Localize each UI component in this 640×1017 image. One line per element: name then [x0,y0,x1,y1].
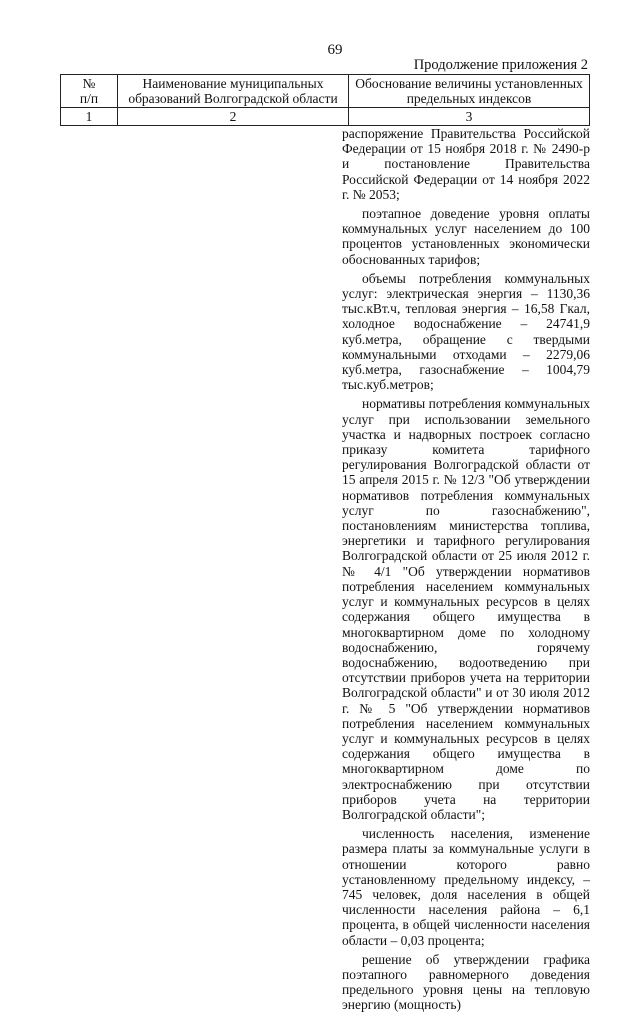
paragraph: объемы потребления коммунальных услуг: электрическая энергия – 1130,36 тыс.кВт.ч, тепловая энергия – 16,58 Гкал, холодное водоснабжение – 24741,9 куб.метра, обращение с твердыми коммунальными отходами – 2279,06 куб.метра, газоснабжение – 1004,79 тыс.куб.метров; [342,270,590,393]
page-number: 69 [327,42,343,58]
paragraph: решение об утверждении графика поэтапного равномерного доведения предельного уровня цены на тепловую энергию (мощность) [342,951,590,1013]
header-col-number-label: № п/п [79,76,99,106]
paragraph: численность населения, изменение размера платы за коммунальные услуги в отношении которого равно установленному предельному индексу, – 745 человек, доля населения в общей численности населения района – 6,1 процента, в общей численности населения области – 0,03 процента; [342,826,590,948]
justification-text [342,126,590,1017]
appendix-continuation-note: Продолжение приложения 2 [413,57,588,73]
paragraph: нормативы потребления коммунальных услуг при использовании земельного участка и надворных построек согласно приказу комитета тарифного регулирования Волгоградской области от 15 апреля 2015 г. № 12/3 "Об утверждении нормативов потребления коммунальных услуг по газоснабжению", постановлениям министерства топлива, энергетики и тарифного регулирования Волгоградской области от 25 июля 2012 г. № 4/1 "Об утверждении нормативов потребления населением коммунальных услуг и коммунальных ресурсов в целях содержания общего имущества в многоквартирном доме по холодному водоснабжению, горячему водоснабжению, водоотведению при отсутствии приборов учета на территории Волгоградской области" и от 30 июля 2012 г. № 5 "Об утверждении нормативов потребления населением коммунальных услуг и коммунальных ресурсов в целях содержания общего имущества в многоквартирном доме по электроснабжению при отсутствии приборов учета на территории Волгоградской области"; [342,396,590,822]
numbering-cell-3: 3 [349,108,590,126]
numbering-cell-1: 1 [61,108,118,126]
header-col-municipality: Наименование муниципальных образований Волгоградской области [118,75,349,108]
paragraph: поэтапное доведение уровня оплаты коммунальных услуг населением до 100 процентов установленных экономически обоснованных тарифов; [342,206,590,267]
header-table [60,74,590,126]
header-col-number [61,75,118,108]
paragraph: распоряжение Правительства Российской Федерации от 15 ноября 2018 г. № 2490-р и постановление Правительства Российской Федерации от 14 ноября 2022 г. № 2053; [342,126,590,202]
table-header-row [61,75,590,108]
table-numbering-row [61,108,590,126]
numbering-cell-2: 2 [118,108,349,126]
header-col-justification: Обоснование величины установленных предельных индексов [349,75,590,108]
